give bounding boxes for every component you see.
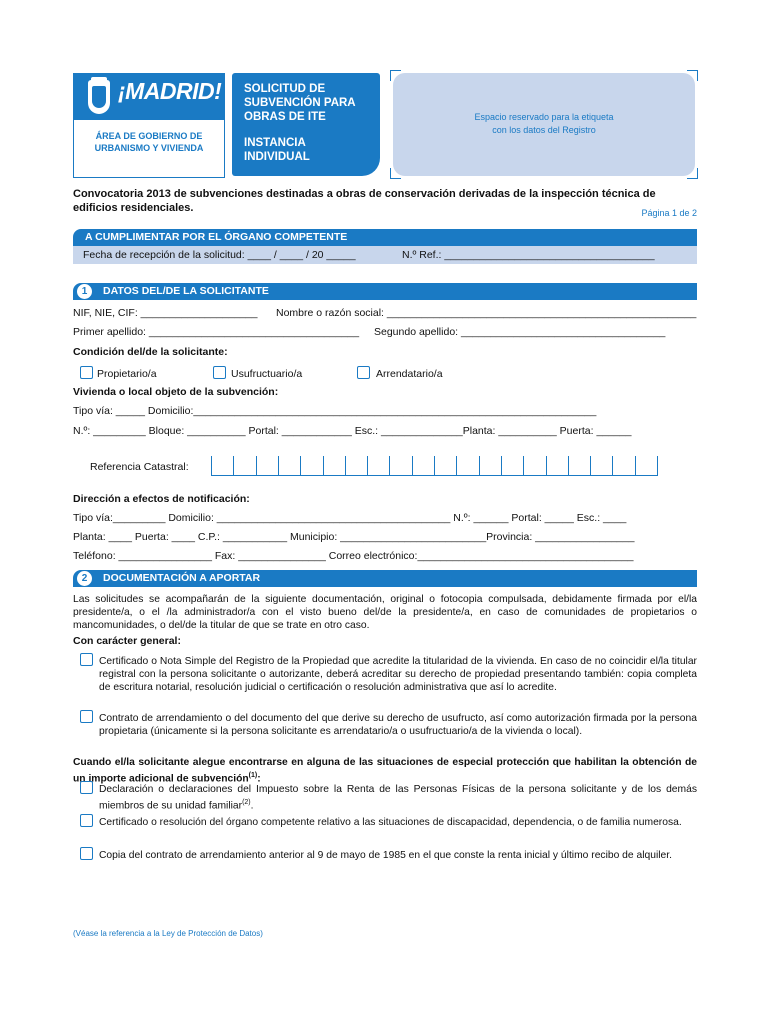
form-title-block bbox=[232, 73, 380, 176]
checkbox-discapacidad[interactable] bbox=[80, 814, 93, 827]
registry-line-1: Espacio reservado para la etiqueta bbox=[474, 112, 614, 122]
convocatoria-line-2: edificios residenciales. bbox=[73, 202, 194, 214]
vivienda-title: Vivienda o local objeto de la subvención: bbox=[73, 386, 279, 398]
telefono-row[interactable]: Teléfono: ________________ Fax: _______________ Correo electrónico:_____________________________________ bbox=[73, 550, 634, 562]
label-propietario: Propietario/a bbox=[97, 368, 157, 380]
catastral-box-divider bbox=[612, 456, 613, 476]
catastral-box-divider bbox=[256, 456, 257, 476]
item-certificado-registro: Certificado o Nota Simple del Registro de la Propiedad que acredite la titularidad de la vivienda. En caso de no coincidir el/la titular registral con la persona solicitante o autorizante, deberá acreditar su derecho de propiedad presentando también: copia completa de escritura notarial, resolución judicial o certificación o resolución administrativa que así lo acredite. bbox=[99, 656, 697, 693]
checkbox-certificado-registro[interactable] bbox=[80, 653, 93, 666]
section-2-label: DOCUMENTACIÓN A APORTAR bbox=[103, 572, 261, 584]
checkbox-propietario[interactable] bbox=[80, 366, 93, 379]
nif-field[interactable]: NIF, NIE, CIF: ____________________ bbox=[73, 307, 258, 319]
direccion-tipo-via-row[interactable]: Tipo vía:_________ Domicilio: ________________________________________ N.º: ______ Portal: _____ Esc.: ____ bbox=[73, 512, 627, 524]
section-1-bar bbox=[73, 283, 697, 300]
catastral-box-divider bbox=[546, 456, 547, 476]
direccion-title: Dirección a efectos de notificación: bbox=[73, 493, 250, 505]
primer-apellido-field[interactable]: Primer apellido: ____________________________________ bbox=[73, 326, 360, 338]
madrid-logo-block bbox=[73, 73, 225, 178]
area-line-1: ÁREA DE GOBIERNO DE bbox=[95, 131, 203, 141]
page-number: Página 1 de 2 bbox=[641, 208, 697, 218]
registry-line-2: con los datos del Registro bbox=[492, 125, 596, 135]
catastral-box-divider bbox=[568, 456, 569, 476]
item-contrato-anterior: Copia del contrato de arrendamiento anterior al 9 de mayo de 1985 en el que conste la renta inicial y último recibo de alquiler. bbox=[99, 850, 672, 861]
section-2-number: 2 bbox=[77, 571, 92, 586]
ref-field[interactable]: N.º Ref.: ____________________________________ bbox=[402, 249, 655, 261]
checkbox-contrato-anterior[interactable] bbox=[80, 847, 93, 860]
proteccion-datos-note[interactable]: (Véase la referencia a la Ley de Protección de Datos) bbox=[73, 929, 263, 938]
area-line-2: URBANISMO Y VIVIENDA bbox=[94, 143, 204, 153]
organo-fields bbox=[73, 246, 697, 264]
section-1-number: 1 bbox=[77, 284, 92, 299]
condicion-title: Condición del/de la solicitante: bbox=[73, 346, 228, 358]
catastral-box-divider bbox=[635, 456, 636, 476]
title-line-3: OBRAS DE ITE bbox=[244, 111, 326, 123]
special-title-colon: : bbox=[257, 773, 261, 785]
title-line-1: SOLICITUD DE bbox=[244, 83, 326, 95]
corner-mark bbox=[390, 70, 401, 81]
catastral-box-divider bbox=[211, 456, 212, 476]
logo-banner bbox=[74, 74, 224, 120]
title-line-2: SUBVENCIÓN PARA bbox=[244, 97, 356, 109]
catastral-box-divider bbox=[501, 456, 502, 476]
item-declaracion-irpf bbox=[99, 783, 697, 812]
catastral-box-divider bbox=[657, 456, 658, 476]
corner-mark bbox=[687, 168, 698, 179]
segundo-apellido-field[interactable]: Segundo apellido: ___________________________________ bbox=[374, 326, 666, 338]
catastral-box-divider bbox=[300, 456, 301, 476]
catastral-box-divider bbox=[479, 456, 480, 476]
catastral-box-divider bbox=[367, 456, 368, 476]
catastral-box-divider bbox=[523, 456, 524, 476]
checkbox-declaracion-irpf[interactable] bbox=[80, 781, 93, 794]
registry-text bbox=[393, 111, 695, 137]
subtitle-line-1: INSTANCIA bbox=[244, 137, 306, 149]
organo-bar bbox=[73, 229, 697, 246]
madrid-logo-text: ¡MADRID! bbox=[118, 78, 222, 104]
catastral-box-divider bbox=[456, 456, 457, 476]
catastral-box-divider bbox=[345, 456, 346, 476]
checkbox-contrato[interactable] bbox=[80, 710, 93, 723]
ref-catastral-label: Referencia Catastral: bbox=[90, 461, 189, 473]
catastral-box-divider bbox=[233, 456, 234, 476]
subtitle-line-2: INDIVIDUAL bbox=[244, 151, 310, 163]
checkbox-usufructuario[interactable] bbox=[213, 366, 226, 379]
item-declaracion-end: . bbox=[250, 800, 254, 812]
fecha-recepcion-field[interactable]: Fecha de recepción de la solicitud: ____ / ____ / 20 _____ bbox=[83, 249, 356, 261]
tipo-via-domicilio-field[interactable]: Tipo vía: _____ Domicilio:_____________________________________________________________________ bbox=[73, 405, 597, 417]
crest-inner-icon bbox=[92, 86, 106, 108]
corner-mark bbox=[390, 168, 401, 179]
catastral-box-divider bbox=[389, 456, 390, 476]
area-de-gobierno bbox=[74, 130, 224, 154]
section-1-label: DATOS DEL/DE LA SOLICITANTE bbox=[103, 285, 269, 297]
crown-icon bbox=[91, 77, 107, 83]
catastral-box-divider bbox=[434, 456, 435, 476]
corner-mark bbox=[687, 70, 698, 81]
catastral-box-divider bbox=[323, 456, 324, 476]
catastral-box-divider bbox=[590, 456, 591, 476]
convocatoria-line-1: Convocatoria 2013 de subvenciones destinadas a obras de conservación derivadas de la inspección técnica de bbox=[73, 188, 656, 200]
registry-label-area bbox=[393, 73, 695, 176]
numero-bloque-row[interactable]: N.º: _________ Bloque: __________ Portal: ____________ Esc.: ______________Planta: __________ Puerta: ______ bbox=[73, 425, 632, 437]
special-title-text: Cuando el/la solicitante alegue encontrarse en alguna de las situaciones de especial protección que habilitan la obtención de un importe adicional de subvención bbox=[73, 757, 697, 785]
form-subtitle bbox=[244, 136, 378, 164]
label-usufructuario: Usufructuario/a bbox=[231, 368, 303, 380]
organo-bar-label: A CUMPLIMENTAR POR EL ÓRGANO COMPETENTE bbox=[85, 231, 348, 243]
checkbox-arrendatario[interactable] bbox=[357, 366, 370, 379]
form-title bbox=[244, 82, 378, 124]
item-declaracion-text: Declaración o declaraciones del Impuesto sobre la Renta de las Personas Físicas de la persona solicitante y de los demás miembros de su unidad familiar bbox=[99, 784, 697, 812]
direccion-planta-row[interactable]: Planta: ____ Puerta: ____ C.P.: ___________ Municipio: _________________________Provincia: _________________ bbox=[73, 531, 635, 543]
item-declaracion-footnote: (2) bbox=[242, 799, 251, 806]
special-title-footnote: (1) bbox=[248, 772, 258, 779]
item-contrato: Contrato de arrendamiento o del documento del que derive su derecho de usufructo, así como autorización firmada por la persona propietaria (únicamente si la persona solicitante es arrendatario/a o usufructuario/a de la vivienda o local). bbox=[99, 713, 697, 737]
nombre-field[interactable]: Nombre o razón social: _____________________________________________________ bbox=[276, 307, 697, 319]
section-2-bar bbox=[73, 570, 697, 587]
label-arrendatario: Arrendatario/a bbox=[376, 368, 443, 380]
special-title bbox=[73, 756, 697, 785]
documentacion-intro: Las solicitudes se acompañarán de la siguiente documentación, original o fotocopia compulsada, debidamente firmada por el/la presidente/a, o el /la administrador/a con el visto bueno del/de la presidente/a, en caso de comunidades de propietarios o mancomunidades, o del/de la titular de que se trate en otro caso. bbox=[73, 594, 697, 631]
catastral-box-divider bbox=[412, 456, 413, 476]
item-discapacidad: Certificado o resolución del órgano competente relativo a las situaciones de discapacidad, dependencia, o de familia numerosa. bbox=[99, 817, 682, 828]
catastral-box-divider bbox=[278, 456, 279, 476]
general-title: Con carácter general: bbox=[73, 635, 181, 647]
